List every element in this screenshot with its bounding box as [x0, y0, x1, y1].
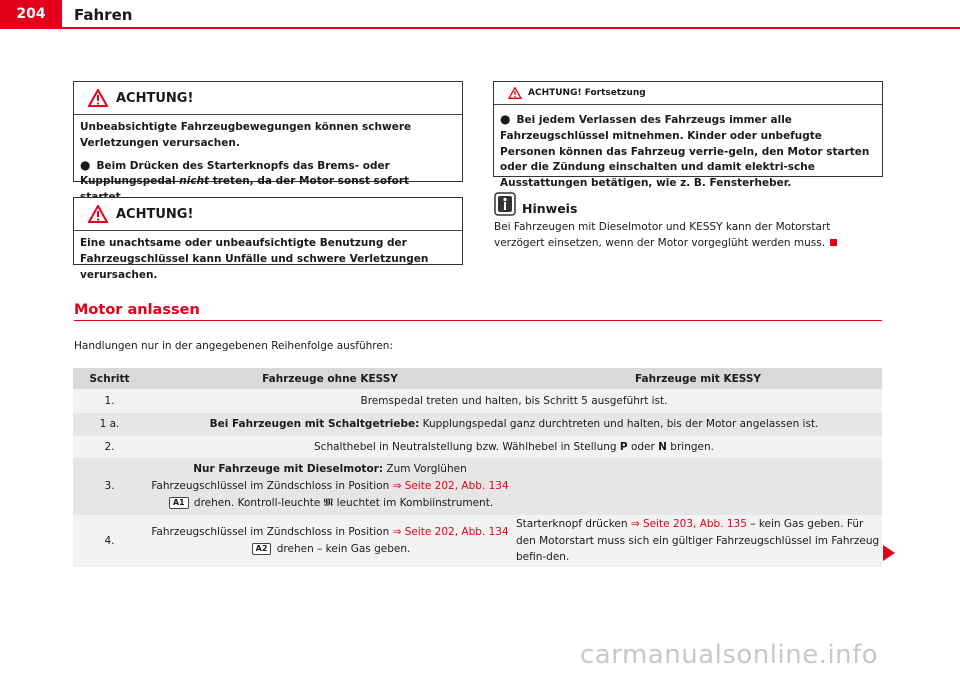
table-header: Schritt: [73, 368, 146, 389]
next-page-arrow-icon[interactable]: [883, 545, 895, 561]
chapter-title: Fahren: [74, 6, 133, 24]
step-text: Nur Fahrzeuge mit Dieselmotor: Zum Vorglühen Fahrzeugschlüssel im Zündschloss in Position ⇒ Seite 202, Abb. 134 A1 drehen. Kontroll-leuchte 𝕸 leuchtet im Kombiinstrument.: [146, 458, 514, 515]
warning-title: ACHTUNG!: [116, 206, 194, 222]
table-row: [73, 389, 882, 413]
table-row: [73, 458, 882, 515]
section-rule: [74, 320, 882, 321]
section-title: Motor anlassen: [74, 302, 200, 318]
header-rule: [0, 27, 960, 29]
warning-text: Unbeabsichtigte Fahrzeugbewegungen können schwere Verletzungen verursachen.: [80, 121, 412, 149]
page-link[interactable]: ⇒ Seite 202, Abb. 134: [392, 480, 509, 493]
warning-header: [74, 82, 462, 115]
step-number: 3.: [73, 458, 146, 515]
note-header: [494, 192, 577, 216]
warning-bullet: ● Bei jedem Verlassen des Fahrzeugs immer alle Fahrzeugschlüssel mitnehmen. Kinder oder unbefugte Personen können das Fahrzeug verrie-geln, den Motor starten oder die Zündung einschalten und damit elektri-sche Ausstattungen betätigen, wie z. B. Fensterheber.: [500, 112, 870, 189]
table-header: Fahrzeuge ohne KESSY: [146, 368, 514, 389]
steps-table: [73, 368, 882, 567]
table-header: Fahrzeuge mit KESSY: [514, 368, 882, 389]
page-link[interactable]: ⇒ Seite 203, Abb. 135: [630, 517, 747, 530]
note-title: Hinweis: [522, 200, 578, 216]
warning-box-2: [73, 197, 463, 281]
glow-plug-icon: 𝕸: [323, 496, 334, 509]
page-link[interactable]: ⇒ Seite 202, Abb. 134: [392, 526, 509, 539]
figure-ref-badge: A2: [252, 543, 272, 555]
warning-triangle-icon: [508, 87, 522, 99]
step-number: 2.: [73, 436, 146, 458]
step-text: Starterknopf drücken ⇒ Seite 203, Abb. 135 – kein Gas geben. Für den Motorstart muss sich ein gültiger Fahrzeugschlüssel im Fahrzeug befin-den.: [514, 515, 882, 567]
table-row: [73, 413, 882, 436]
info-note-icon: [494, 192, 516, 216]
bullet-icon: ●: [80, 157, 91, 172]
section-intro: Handlungen nur in der angegebenen Reihenfolge ausführen:: [74, 340, 393, 352]
warning-text: Eine unachtsame oder unbeaufsichtigte Benutzung der Fahrzeugschlüssel kann Unfälle und schwere Verletzungen verursachen.: [80, 237, 429, 281]
bullet-icon: ●: [500, 112, 511, 126]
table-row: [73, 515, 882, 567]
warning-box-continued: [493, 81, 883, 189]
warning-title: ACHTUNG!: [116, 90, 194, 106]
table-row: [73, 436, 882, 458]
step-text: Bremspedal treten und halten, bis Schritt 5 ausgeführt ist.: [146, 389, 882, 413]
table-header-row: [73, 368, 882, 389]
figure-ref-badge: A1: [169, 497, 189, 509]
warning-title: ACHTUNG! Fortsetzung: [528, 88, 646, 98]
step-number: 1 a.: [73, 413, 146, 436]
warning-bullet: ● Beim Drücken des Starterknopfs das Brems- oder Kupplungspedal nicht treten, da der Motor sonst sofort: [80, 157, 410, 188]
step-text: Schalthebel in Neutralstellung bzw. Wählhebel in Stellung P oder N bringen.: [146, 436, 882, 458]
end-marker-icon: [830, 239, 837, 246]
watermark: carmanualsonline.info: [580, 640, 879, 670]
warning-header: [494, 82, 882, 105]
page-number: 204: [0, 0, 62, 29]
warning-box-1: [73, 81, 463, 188]
warning-triangle-icon: [88, 205, 108, 223]
step-number: 4.: [73, 515, 146, 567]
warning-triangle-icon: [88, 89, 108, 107]
warning-header: [74, 198, 462, 231]
step-text: Fahrzeugschlüssel im Zündschloss in Position ⇒ Seite 202, Abb. 134 A2 drehen – kein Gas geben.: [146, 515, 514, 567]
step-text-empty: [514, 458, 882, 515]
step-text: Bei Fahrzeugen mit Schaltgetriebe: Kupplungspedal ganz durchtreten und halten, bis der Motor angelassen ist.: [146, 413, 882, 436]
step-number: 1.: [73, 389, 146, 413]
note-text: Bei Fahrzeugen mit Dieselmotor und KESSY kann der Motorstart verzögert einsetzen, wenn der Motor vorgeglüht werden muss.: [494, 219, 879, 252]
